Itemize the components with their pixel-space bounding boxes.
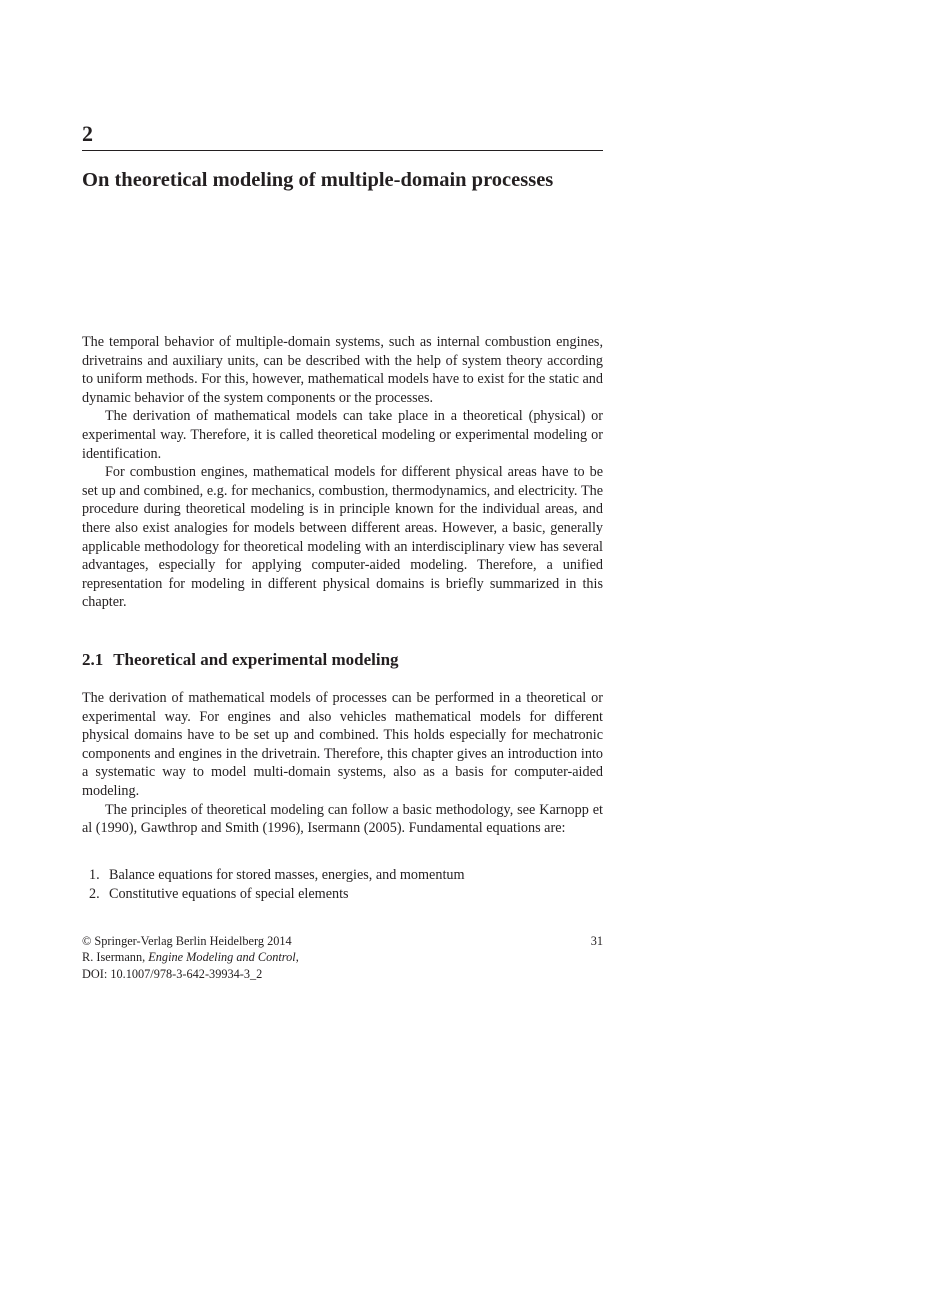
intro-paragraph: For combustion engines, mathematical models for different physical areas have to be set up and combined, e.g. for mechanics, combustion, thermodynamics, and electricity. The procedure during theoretical modeling is in principle known for the individual areas, and there also exist analogies for models between different areas. However, a basic, generally applicable methodology for theoretical modeling with an interdisciplinary view has several advantages, especially for applying computer-aided modeling. Therefore, a unified representation for modeling in different physical domains is briefly summarized in this chapter. xyxy=(82,464,603,611)
citation-line xyxy=(82,949,603,965)
equations-list xyxy=(82,866,603,903)
page-footer xyxy=(82,933,603,982)
list-item-label: 2. xyxy=(89,885,100,902)
chapter-title: On theoretical modeling of multiple-domain processes xyxy=(82,169,554,191)
section-paragraph: The derivation of mathematical models of processes can be performed in a theoretical or experimental way. For engines and also vehicles mathematical models for different physical domains have to be set up and combined. This holds especially for mechatronic components and engines in the drivetrain. Therefore, this chapter gives an introduction into a systematic way to model multi-domain systems, also as a basis for computer-aided modeling. xyxy=(82,690,603,799)
book-title: Engine Modeling and Control xyxy=(148,950,296,965)
list-item-text: Balance equations for stored masses, energies, and momentum xyxy=(109,867,465,883)
intro-paragraph: The temporal behavior of multiple-domain systems, such as internal combustion engines, drivetrains and auxiliary units, can be described with the help of system theory according to uniform methods. For this, however, mathematical models have to exist for the static and dynamic behavior of the system components or the processes. xyxy=(82,334,603,406)
list-item-text: Constitutive equations of special elements xyxy=(109,885,349,902)
section-text xyxy=(82,689,603,838)
intro-text xyxy=(82,333,603,612)
chapter-rule xyxy=(82,150,603,151)
author: R. Isermann, xyxy=(82,950,146,965)
copyright-line: © Springer-Verlag Berlin Heidelberg 2014 xyxy=(82,934,292,948)
list-item xyxy=(82,866,603,885)
chapter-number: 2 xyxy=(82,121,93,146)
doi-line: DOI: 10.1007/978-3-642-39934-3_2 xyxy=(82,966,263,981)
section-number: 2.1 xyxy=(82,650,104,669)
book-title-suffix: , xyxy=(295,950,299,965)
intro-paragraph: The derivation of mathematical models can take place in a theoretical (physical) or experimental way. Therefore, it is called theoretical modeling or experimental modeling or identification. xyxy=(82,408,603,462)
section-paragraph: The principles of theoretical modeling can follow a basic methodology, see Karnopp et al (1990), Gawthrop and Smith (1996), Isermann (2005). Fundamental equations are: xyxy=(82,801,603,837)
section-heading xyxy=(82,648,399,672)
list-item xyxy=(82,885,603,904)
section-title: Theoretical and experimental modeling xyxy=(113,650,399,669)
page-number: 31 xyxy=(590,934,603,948)
list-item-label: 1. xyxy=(89,867,100,883)
